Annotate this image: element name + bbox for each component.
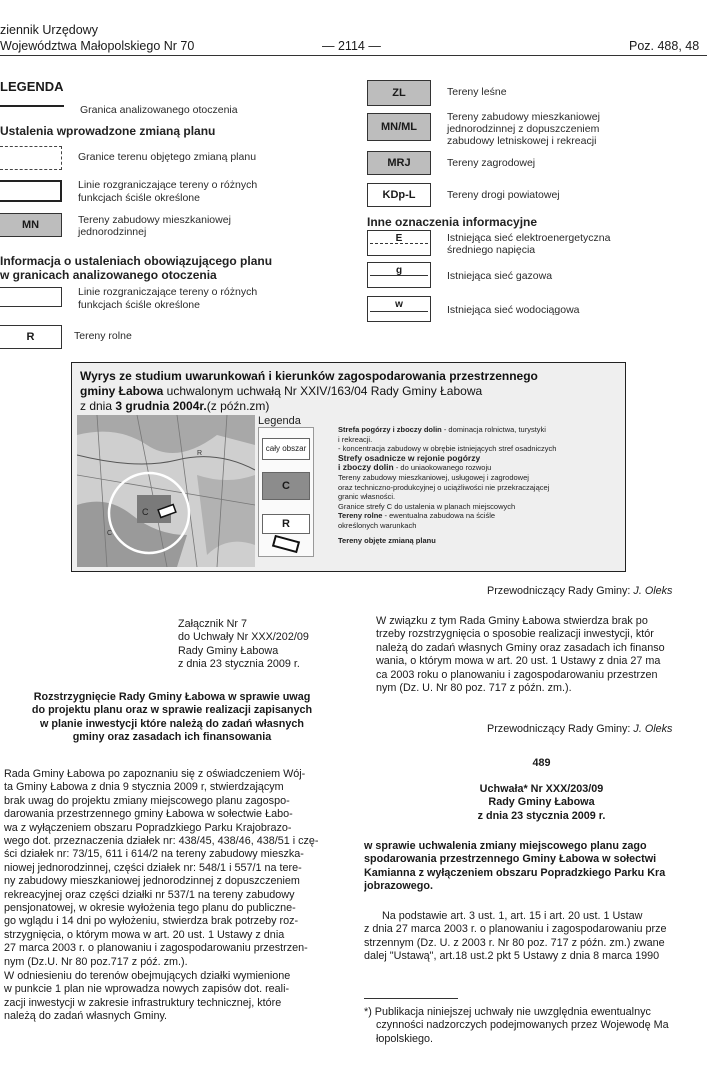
- rozstrzygniecie-l4: gminy oraz zasadach ich finansowania: [72, 731, 272, 744]
- legend-r: Tereny rolne: [74, 330, 132, 342]
- excerpt-title-3-a: z dnia: [80, 399, 116, 413]
- map-legend-t1: [338, 425, 626, 435]
- svg-text:C: C: [142, 507, 149, 517]
- swatch-c: C: [262, 472, 310, 500]
- w-code: w: [395, 299, 403, 310]
- map-legend-t10-rest: - ewentualna zabudowa na ściśle: [382, 511, 496, 521]
- legend-w: Istniejąca sieć wodociągowa: [447, 304, 580, 316]
- map-legend-swatch-column: [258, 427, 314, 557]
- left-p1-line: go wglądu i 14 dni po wyłożeniu, stwierdza brak potrzeby roz-: [4, 915, 299, 928]
- mrj-box: MRJ: [367, 151, 431, 175]
- right-p2-line: z dnia 27 marca 2003 r. o planowaniu i zagospodarowaniu prze: [364, 923, 667, 936]
- right-p1-line: ca 2003 roku o planowaniu i zagospodarowaniu przestrzen: [376, 668, 658, 681]
- left-p1-line: pensjonatowej, w okresie wyłożenia tego planu do publiczne-: [4, 902, 296, 915]
- svg-text:C: C: [107, 530, 113, 537]
- right-p1-line: trzeby rozstrzygnięcia o sposobie realizacji inwestycji, któr: [376, 628, 654, 641]
- signature-2-name: J. Oleks: [633, 723, 673, 735]
- left-paragraph-1: [4, 768, 340, 969]
- footnote-rule: [364, 998, 458, 999]
- footnote-line: czynności nadzorczych podejmowanych przez Wojewodę Ma: [376, 1019, 669, 1032]
- left-p1-line: rekreacyjnej oraz części działki nr 537/1 na tereny zabudowy: [4, 888, 295, 901]
- excerpt-title-3: [80, 399, 269, 413]
- signature-1: [487, 585, 672, 598]
- map-legend-title: Legenda: [258, 415, 301, 427]
- left-p1-line: darowania przestrzennego gminy Łabowa w sołectwie Łabo-: [4, 808, 293, 821]
- zalacznik-l3: Rady Gminy Łabowa: [178, 644, 279, 657]
- signature-2: [487, 723, 672, 736]
- map-legend-t1-rest: - dominacja rolnictwa, turystyki: [441, 425, 546, 434]
- mn-box: MN: [0, 213, 62, 237]
- journal-title: ziennik Urzędowy: [0, 23, 98, 37]
- w-box: [367, 296, 431, 322]
- right-p1-line: należą do zadań własnych Gminy oraz zasadach ich finanso: [376, 641, 665, 654]
- excerpt-title-3-c: (z późn.zm): [206, 399, 270, 413]
- left-p2-line: w punkcie 1 plan nie wprowadza nowych zapisów dot. reali-: [4, 983, 290, 996]
- header-divider: [0, 55, 707, 56]
- svg-text:R: R: [197, 450, 203, 457]
- map-legend-t10: [338, 511, 626, 521]
- left-p1-line: nym (Dz.U. Nr 80 poz.717 z póź. zm.).: [4, 955, 188, 968]
- map-legend-t1-bold: Strefa pogórzy i zboczy dolin: [338, 425, 442, 434]
- r-box: R: [0, 325, 62, 349]
- signature-1-prefix: Przewodniczący Rady Gminy:: [487, 585, 634, 597]
- legend-granica: Granica analizowanego otoczenia: [80, 104, 238, 116]
- right-p2-line: dalej "Ustawą", art.18 ust.2 pkt 5 Ustawy z dnia 8 marca 1990: [364, 950, 660, 963]
- excerpt-title-1: Wyrys ze studium uwarunkowań i kierunków zagospodarowania przestrzennego: [80, 369, 538, 383]
- mnml-box: MN/ML: [367, 113, 431, 141]
- legend-kdp: Tereny drogi powiatowej: [447, 189, 560, 201]
- map-legend-t6: Tereny zabudowy mieszkaniowej, usługowej i zagrodowej: [338, 472, 529, 482]
- map-legend-text: [338, 425, 626, 545]
- subject-line: jobrazowego.: [364, 880, 433, 893]
- swatch-zmiana-icon: [272, 535, 300, 553]
- rozstrzygniecie-l3: w planie inwestycji które należą do zadań własnych: [39, 717, 304, 730]
- subject-line: Kamianna z wyłączeniem obszaru Popradzkiego Parku Kra: [364, 866, 666, 879]
- boundary-dashed-icon: [0, 146, 62, 170]
- legend-mrj: Tereny zagrodowej: [447, 157, 536, 169]
- right-p1-line: wania, o którym mowa w art. 20 ust. 1 Ustawy z dnia 27 ma: [376, 655, 661, 668]
- journal-subtitle: Województwa Małopolskiego Nr 70: [0, 39, 195, 53]
- uchwala-title: [376, 783, 707, 823]
- swatch-r: R: [262, 514, 310, 534]
- zalacznik-block: [178, 618, 309, 672]
- rozstrzygniecie-l2: do projektu planu oraz w sprawie realizacji zapisanych: [31, 704, 313, 717]
- legend-title: LEGENDA: [0, 79, 64, 94]
- legend-section-3: Inne oznaczenia informacyjne: [367, 215, 538, 229]
- map-legend-t4: Strefy osadnicze w rejonie pogórzy: [338, 452, 481, 463]
- map-image-icon: [77, 415, 255, 567]
- zalacznik-l2: do Uchwały Nr XXX/202/09: [178, 631, 309, 644]
- boundary-thin-icon: [0, 287, 62, 307]
- page-number: — 2114 —: [322, 39, 381, 53]
- right-p1-line: W związku z tym Rada Gminy Łabowa stwierdza brak po: [376, 615, 648, 627]
- legend-mnml-c: zabudowy letniskowej i rekreacji: [447, 135, 597, 147]
- footnote-line: łopolskiego.: [376, 1032, 434, 1045]
- granica-line-icon: [0, 105, 64, 107]
- left-p1-line: brak uwag do projektu zmiany miejscowego planu zagospo-: [4, 794, 290, 807]
- legend-granice-terenu: Granice terenu objętego zmianą planu: [78, 151, 257, 163]
- uchwala-l3: z dnia 23 stycznia 2009 r.: [477, 809, 606, 822]
- legend-linie-2b: funkcjach ściśle określone: [78, 299, 200, 311]
- left-p1-line: strzygnięcia, o którym mowa w art. 20 ust. 1 Ustawy z dnia: [4, 928, 285, 941]
- map-legend-t12: Tereny objęte zmianą planu: [338, 535, 436, 545]
- left-p1-line: ści działek nr: 73/15, 611 i 614/2 na tereny zabudowy mieszka-: [4, 848, 304, 861]
- excerpt-title-2-bold: gminy Łabowa: [80, 384, 164, 398]
- map-legend-t5-bold: i zboczy dolin: [338, 462, 394, 473]
- legend-mn-a: Tereny zabudowy mieszkaniowej: [78, 214, 231, 226]
- map-legend-t10-bold: Tereny rolne: [338, 511, 383, 521]
- uchwala-l1: Uchwała* Nr XXX/203/09: [479, 783, 604, 795]
- zalacznik-l4: z dnia 23 stycznia 2009 r.: [178, 658, 300, 671]
- legend-section-2b: w granicach analizowanego otoczenia: [0, 268, 217, 282]
- excerpt-title-2: [80, 384, 482, 398]
- legend-section-2a: Informacja o ustaleniach obowiązującego planu: [0, 254, 273, 268]
- swatch-caly-obszar: cały obszar: [262, 438, 310, 460]
- right-paragraph-1: [376, 615, 707, 695]
- boundary-solid-icon: [0, 180, 62, 202]
- left-p2-line: należą do zadań własnych Gminy.: [4, 1010, 168, 1023]
- left-p2-line: zacji inwestycji w zakresie infrastruktury technicznej, które: [4, 996, 282, 1009]
- right-p2-line: Na podstawie art. 3 ust. 1, art. 15 i art. 20 ust. 1 Ustaw: [382, 910, 643, 922]
- signature-1-name: J. Oleks: [633, 585, 673, 597]
- left-p1-line: niowej jednorodzinnej, części działek nr: 548/1 i 557/1 na tere-: [4, 861, 302, 874]
- map-legend-t11: określonych warunkach: [338, 520, 417, 530]
- legend-section-1: Ustalenia wprowadzone zmianą planu: [0, 124, 216, 138]
- map-legend-t8: granic własności.: [338, 492, 396, 502]
- signature-2-prefix: Przewodniczący Rady Gminy:: [487, 723, 634, 735]
- uchwala-l2: Rady Gminy Łabowa: [488, 796, 595, 809]
- legend-mn-b: jednorodzinnej: [78, 226, 147, 238]
- legend-g: Istniejąca sieć gazowa: [447, 270, 553, 282]
- map-legend-t2: i rekreacji.: [338, 434, 373, 444]
- legend-mnml-a: Tereny zabudowy mieszkaniowej: [447, 111, 600, 123]
- legend-linie-1b: funkcjach ściśle określone: [78, 192, 200, 204]
- left-p1-line: wego dot. przeznaczenia działek nr: 438/45, 438/46, 438/51 i czę-: [4, 835, 319, 848]
- left-p1-line: ta Gminy Łabowa z dnia 9 stycznia 2009 r, stwierdzającym: [4, 781, 284, 794]
- map-legend-t9: Granice strefy C do ustalenia w planach miejscowych: [338, 501, 516, 511]
- subject-line: w sprawie uchwalenia zmiany miejscowego planu zago: [364, 840, 647, 852]
- zl-box: ZL: [367, 80, 431, 106]
- rozstrzygniecie-l1: Rozstrzygnięcie Rady Gminy Łabowa w sprawie uwag: [33, 691, 311, 703]
- right-p1-line: nym (Dz. U. Nr 80 poz. 717 z późn. zm.).: [376, 682, 572, 695]
- legend-e-a: Istniejąca sieć elektroenergetyczna: [447, 232, 611, 244]
- g-box: [367, 262, 431, 288]
- left-p1-line: wa z wyłączeniem obszaru Popradzkiego Parku Krajobrazo-: [4, 821, 292, 834]
- g-code: g: [395, 265, 403, 276]
- excerpt-title-2-rest: uchwalonym uchwałą Nr XXIV/163/04 Rady Gminy Łabowa: [163, 384, 483, 398]
- kdp-box: KDp-L: [367, 183, 431, 207]
- footnote-line: *) Publikacja niniejszej uchwały nie uwzględnia ewentualnyc: [364, 1006, 651, 1018]
- e-code: E: [395, 233, 403, 244]
- legend-zl: Tereny leśne: [447, 86, 507, 98]
- left-p1-line: 27 marca 2003 r. o planowaniu i zagospodarowaniu przestrzen-: [4, 942, 308, 955]
- act-number: 489: [532, 757, 551, 769]
- position-number: Poz. 488, 48: [629, 39, 700, 53]
- e-box: [367, 230, 431, 256]
- legend-linie-2a: Linie rozgraniczające tereny o różnych: [78, 286, 258, 298]
- left-p1-line: Rada Gminy Łabowa po zapoznaniu się z oświadczeniem Wój-: [4, 768, 306, 780]
- subject-line: spodarowania przestrzennego Gminy Łabowa w sołectwi: [364, 853, 657, 866]
- water-line-icon: [370, 311, 428, 312]
- map-legend-t5: [338, 463, 626, 473]
- legend-e-b: średniego napięcia: [447, 244, 536, 256]
- legend-linie-1a: Linie rozgraniczające tereny o różnych: [78, 179, 258, 191]
- left-paragraph-2: [4, 970, 340, 1024]
- map-legend-t3: - koncentracja zabudowy w obrębie istniejących stref osadniczych: [338, 444, 557, 454]
- footnote: [364, 1006, 707, 1046]
- rozstrzygniecie-title: [0, 691, 344, 745]
- map-legend-t7: oraz techniczno-produkcyjnej o uciążliwości nie przekraczającej: [338, 482, 550, 492]
- legend-mnml-b: jednorodzinnej z dopuszczeniem: [447, 123, 600, 135]
- left-p1-line: ny zabudowy mieszkaniowej jednorodzinnej z dopuszczeniem: [4, 875, 300, 888]
- left-p2-line: W odniesieniu do terenów obejmujących działki wymienione: [4, 970, 291, 982]
- studium-excerpt: [71, 362, 626, 572]
- map-legend-t5-rest: - do uniaokowanego rozwoju: [393, 463, 492, 473]
- excerpt-title-3-b: 3 grudnia 2004r.: [115, 399, 207, 413]
- right-paragraph-2: [364, 910, 707, 964]
- uchwala-subject: [364, 840, 707, 894]
- zalacznik-l1: Załącznik Nr 7: [178, 618, 247, 630]
- right-p2-line: strzennym (Dz. U. z 2003 r. Nr 80 poz. 717 z późn. zm.) zwane: [364, 936, 665, 949]
